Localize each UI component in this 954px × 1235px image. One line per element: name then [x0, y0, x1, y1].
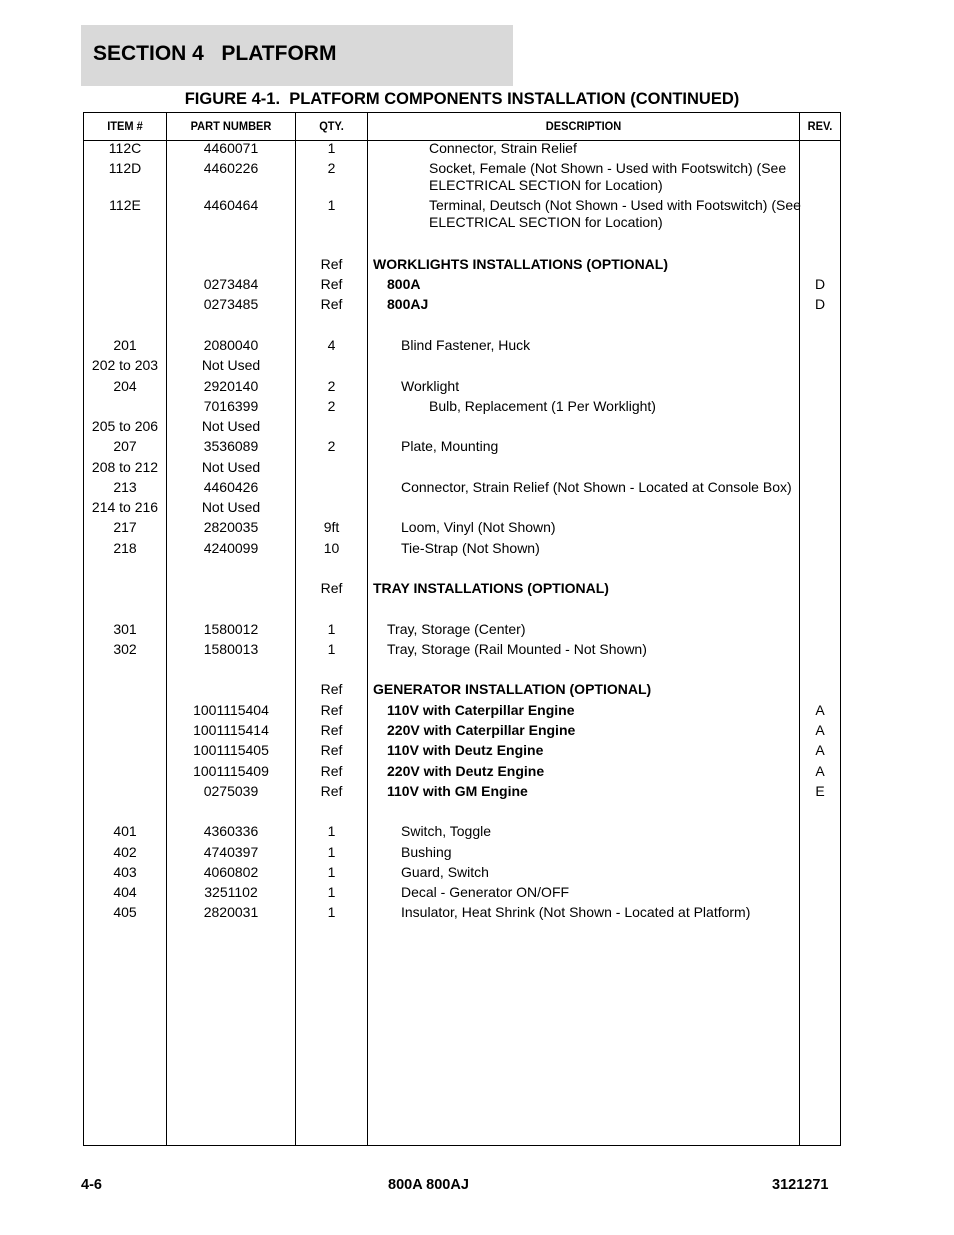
section-header: [81, 25, 513, 86]
header-qty: QTY.: [319, 119, 344, 133]
assembly-heading: 110V with GM Engine: [387, 783, 528, 799]
item-number-cell: 112C: [108, 140, 142, 156]
part-number-cell: 4460464: [203, 197, 259, 213]
assembly-heading: 800A: [387, 276, 421, 292]
description-cell: Tie-Strap (Not Shown): [401, 540, 540, 556]
description-cell: Worklight: [401, 378, 460, 394]
part-number-cell: 4460226: [203, 160, 259, 176]
item-number-cell: 404: [113, 884, 137, 900]
assembly-heading: TRAY INSTALLATIONS (OPTIONAL): [373, 580, 609, 596]
part-number-cell: 1001115404: [193, 702, 269, 718]
item-number-cell: 213: [113, 479, 137, 495]
quantity-cell: Ref: [320, 276, 343, 292]
item-number-cell: 201: [113, 337, 137, 353]
revision-cell: A: [815, 742, 825, 758]
quantity-cell: Ref: [320, 722, 343, 738]
item-number-cell: 401: [113, 823, 137, 839]
quantity-cell: 2: [327, 378, 336, 394]
section-title: SECTION 4 PLATFORM: [93, 42, 337, 65]
quantity-cell: 1: [327, 844, 336, 860]
part-number-cell: Not Used: [201, 418, 261, 434]
quantity-cell: Ref: [320, 702, 343, 718]
item-number-cell: 202 to 203: [91, 357, 159, 373]
header-rev: REV.: [807, 119, 833, 133]
part-number-cell: 4240099: [203, 540, 259, 556]
description-cell: Plate, Mounting: [401, 438, 499, 454]
item-number-cell: 112E: [109, 197, 141, 213]
part-number-cell: 2820031: [203, 904, 259, 920]
quantity-cell: 1: [327, 140, 336, 156]
part-number-cell: 0273485: [203, 296, 259, 312]
revision-cell: E: [815, 783, 825, 799]
description-cell: Insulator, Heat Shrink (Not Shown - Located at Platform): [401, 904, 751, 920]
quantity-cell: Ref: [320, 256, 343, 272]
item-number-cell: 402: [113, 844, 137, 860]
item-number-cell: 208 to 212: [91, 459, 159, 475]
quantity-cell: 1: [327, 197, 336, 213]
description-cell: Decal - Generator ON/OFF: [401, 884, 570, 900]
description-cell: Blind Fastener, Huck: [401, 337, 531, 353]
revision-cell: D: [814, 296, 826, 312]
quantity-cell: 2: [327, 160, 336, 176]
item-number-cell: 214 to 216: [91, 499, 159, 515]
part-number-cell: 1001115414: [193, 722, 269, 738]
quantity-cell: Ref: [320, 296, 343, 312]
quantity-cell: Ref: [320, 783, 343, 799]
quantity-cell: 9ft: [323, 519, 340, 535]
part-number-cell: 4360336: [203, 823, 259, 839]
revision-cell: A: [815, 763, 825, 779]
document-number: 3121271: [772, 1177, 829, 1193]
part-number-cell: 4060802: [203, 864, 259, 880]
quantity-cell: 2: [327, 398, 336, 414]
item-number-cell: 205 to 206: [91, 418, 159, 434]
parts-table: [83, 112, 841, 1146]
description-cell: Tray, Storage (Rail Mounted - Not Shown): [387, 641, 647, 657]
quantity-cell: 10: [323, 540, 340, 556]
part-number-cell: 2820035: [203, 519, 259, 535]
part-number-cell: 3251102: [204, 884, 258, 900]
item-number-cell: 405: [113, 904, 137, 920]
part-number-cell: 1580013: [203, 641, 259, 657]
description-cell: Bulb, Replacement (1 Per Worklight): [429, 398, 656, 414]
page-number: 4-6: [81, 1177, 102, 1193]
quantity-cell: Ref: [320, 580, 343, 596]
item-number-cell: 403: [113, 864, 137, 880]
description-cell: Connector, Strain Relief (Not Shown - Located at Console Box): [401, 479, 792, 495]
item-number-cell: 207: [113, 438, 137, 454]
item-number-cell: 112D: [108, 160, 142, 176]
part-number-cell: 0275039: [203, 783, 259, 799]
description-cell: Guard, Switch: [401, 864, 489, 880]
description-cell: Socket, Female (Not Shown - Used with Footswitch) (See ELECTRICAL SECTION for Location): [429, 160, 787, 193]
column-divider: [367, 113, 368, 1145]
quantity-cell: 1: [327, 904, 336, 920]
part-number-cell: Not Used: [201, 357, 261, 373]
quantity-cell: 1: [327, 884, 336, 900]
revision-cell: A: [815, 722, 825, 738]
assembly-heading: WORKLIGHTS INSTALLATIONS (OPTIONAL): [373, 256, 669, 272]
part-number-cell: 1001115405: [193, 742, 269, 758]
quantity-cell: 1: [327, 864, 336, 880]
part-number-cell: Not Used: [201, 459, 261, 475]
figure-title: FIGURE 4-1. PLATFORM COMPONENTS INSTALLATION (CONTINUED): [184, 90, 740, 108]
part-number-cell: 2080040: [203, 337, 259, 353]
part-number-cell: 1580012: [203, 621, 259, 637]
description-cell: Tray, Storage (Center): [387, 621, 526, 637]
quantity-cell: 1: [327, 641, 336, 657]
part-number-cell: 7016399: [203, 398, 259, 414]
description-cell: Connector, Strain Relief: [429, 140, 577, 156]
assembly-heading: 800AJ: [387, 296, 429, 312]
part-number-cell: 1001115409: [193, 763, 269, 779]
revision-cell: D: [814, 276, 826, 292]
assembly-heading: 220V with Caterpillar Engine: [387, 722, 576, 738]
part-number-cell: 4460426: [203, 479, 259, 495]
quantity-cell: 4: [327, 337, 336, 353]
description-cell: Loom, Vinyl (Not Shown): [401, 519, 556, 535]
header-item: ITEM #: [107, 119, 143, 133]
quantity-cell: Ref: [320, 742, 343, 758]
description-cell: Switch, Toggle: [401, 823, 492, 839]
assembly-heading: 110V with Deutz Engine: [387, 742, 544, 758]
item-number-cell: 218: [113, 540, 137, 556]
part-number-cell: 3536089: [203, 438, 259, 454]
part-number-cell: 4740397: [203, 844, 259, 860]
quantity-cell: Ref: [320, 681, 343, 697]
part-number-cell: 2920140: [203, 378, 259, 394]
description-cell: Bushing: [401, 844, 452, 860]
part-number-cell: 0273484: [203, 276, 259, 292]
model-name: 800A 800AJ: [388, 1177, 469, 1193]
part-number-cell: Not Used: [201, 499, 261, 515]
column-divider: [799, 113, 800, 1145]
assembly-heading: 220V with Deutz Engine: [387, 763, 545, 779]
quantity-cell: 1: [327, 621, 336, 637]
item-number-cell: 217: [113, 519, 137, 535]
header-part-number: PART NUMBER: [190, 119, 272, 133]
item-number-cell: 204: [113, 378, 137, 394]
revision-cell: A: [815, 702, 825, 718]
quantity-cell: Ref: [320, 763, 343, 779]
part-number-cell: 4460071: [203, 140, 259, 156]
quantity-cell: 1: [327, 823, 336, 839]
item-number-cell: 301: [113, 621, 137, 637]
assembly-heading: 110V with Caterpillar Engine: [387, 702, 575, 718]
description-cell: Terminal, Deutsch (Not Shown - Used with Footswitch) (See ELECTRICAL SECTION for Location): [429, 197, 801, 230]
item-number-cell: 302: [113, 641, 137, 657]
quantity-cell: 2: [327, 438, 336, 454]
header-description: DESCRIPTION: [545, 119, 622, 133]
assembly-heading: GENERATOR INSTALLATION (OPTIONAL): [373, 681, 652, 697]
